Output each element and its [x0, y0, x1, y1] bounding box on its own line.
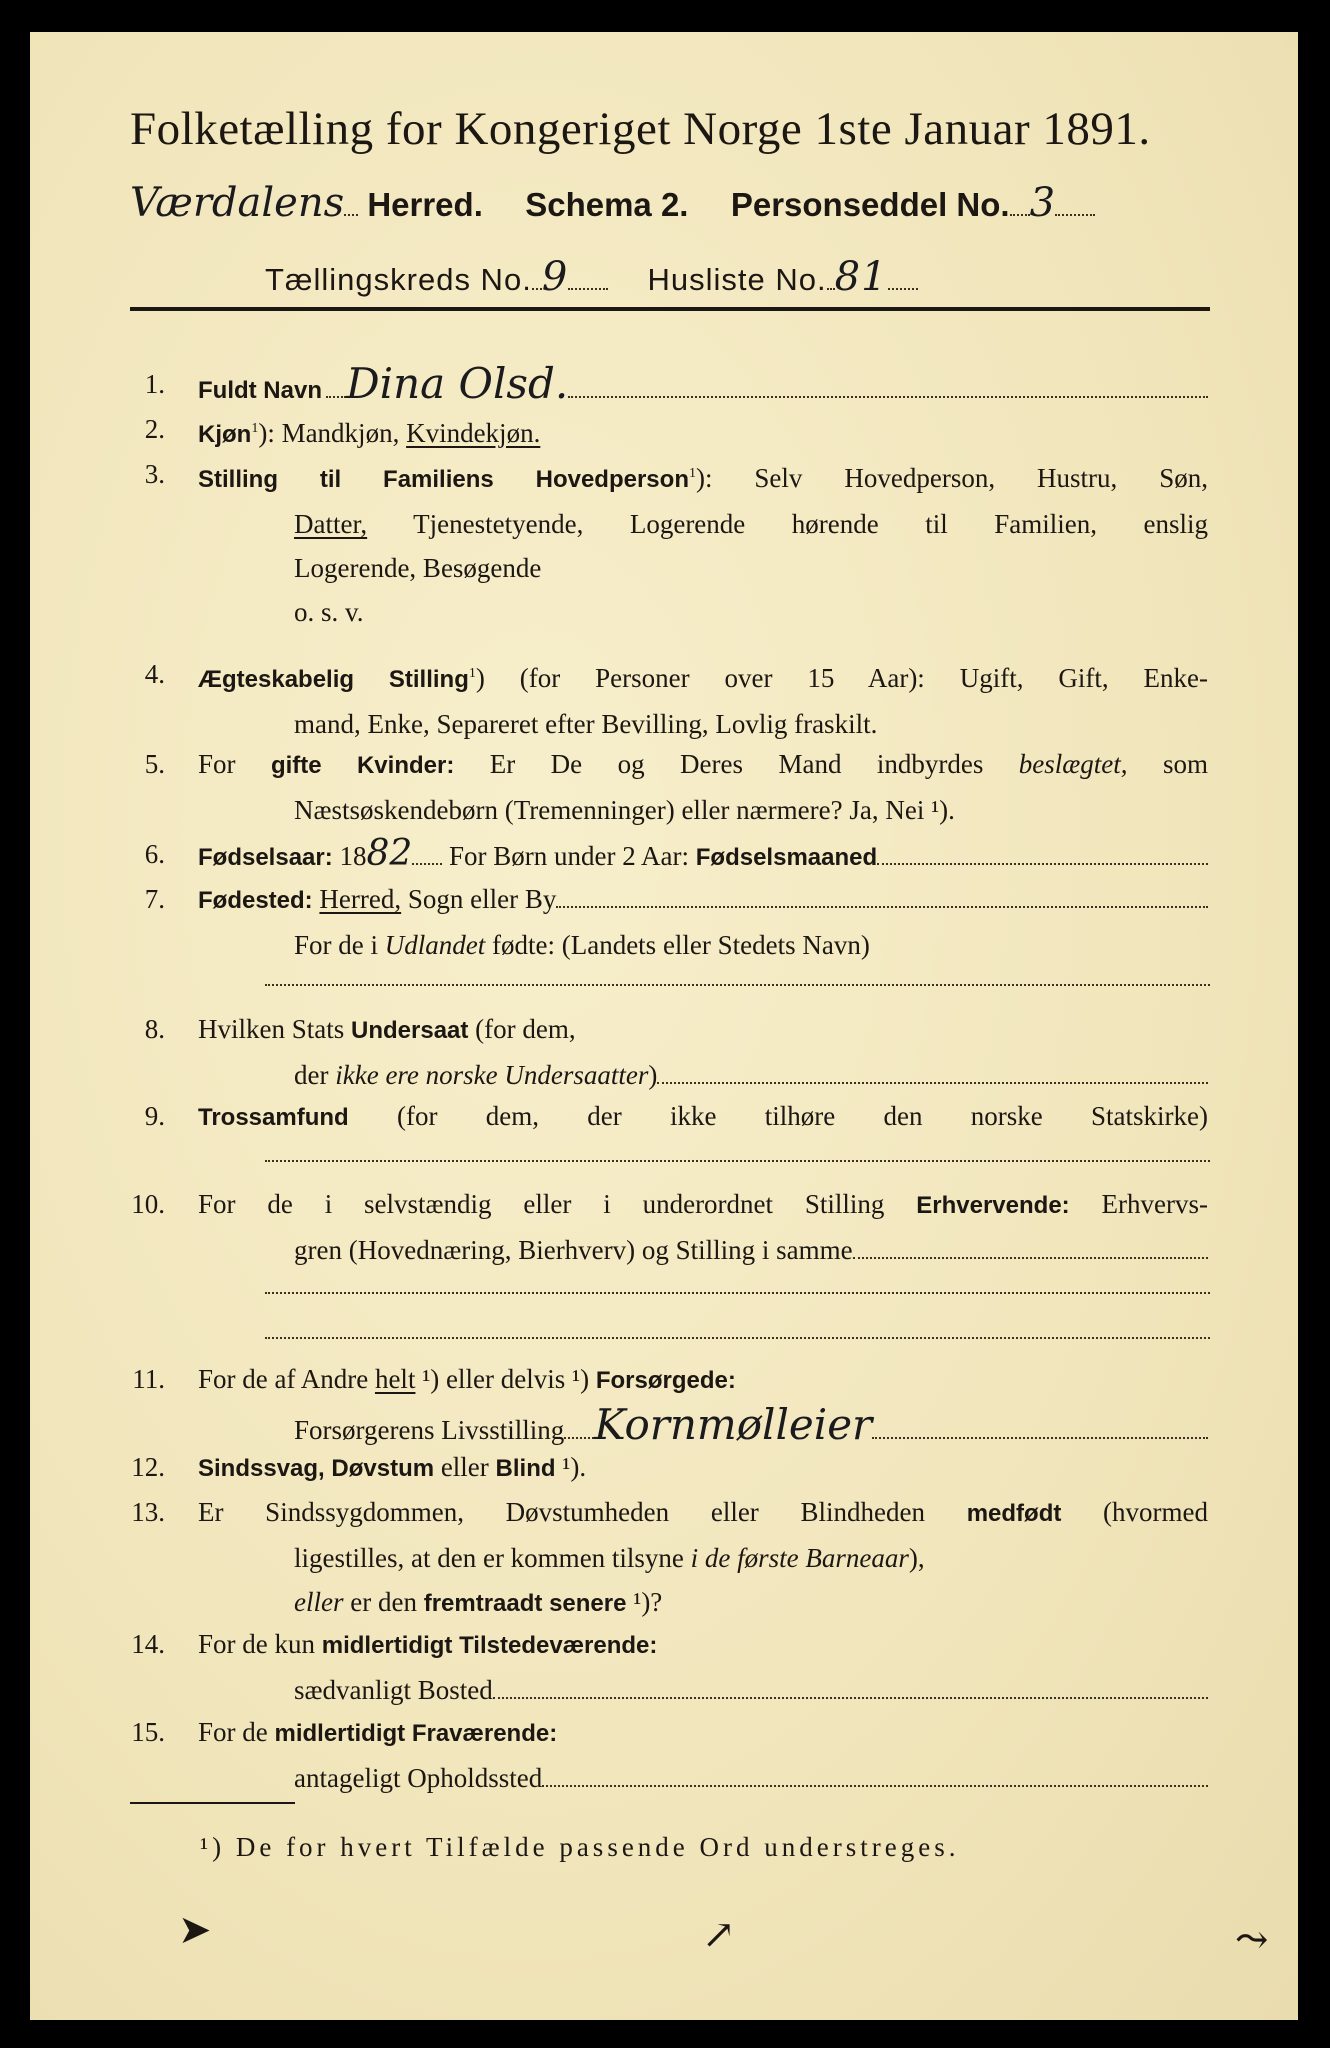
family-position-options-3: Logerende, Besøgende: [294, 553, 542, 583]
answer-line: [265, 984, 1210, 986]
answer-line: [265, 1337, 1210, 1339]
birth-year-label: Fødselsaar:: [198, 844, 333, 871]
supported-selected: helt: [374, 1364, 416, 1394]
text: ¹).: [555, 1452, 587, 1482]
birthplace-label: Fødested:: [198, 887, 313, 914]
text: For de: [198, 1717, 275, 1747]
text: fødte: (Landets eller Stedets Navn): [485, 930, 870, 960]
herred-label: Herred.: [367, 186, 483, 223]
birth-year-prefix: 18: [332, 841, 367, 871]
text: (for dem, der ikke tilhøre den norske Statskirke): [348, 1101, 1208, 1131]
husliste-label: Husliste No.: [647, 262, 827, 297]
text: (for dem,: [468, 1014, 576, 1044]
text: For de i: [294, 930, 385, 960]
kinship-question: Næstsøskendebørn (Tremenninger) eller nærmere? Ja, Nei ¹).: [294, 795, 955, 825]
scribble-mark-icon: ⤳: [1235, 1917, 1269, 1963]
text: ): [648, 1060, 658, 1090]
family-position-options: ): Selv Hovedperson, Hustru, Søn,: [695, 463, 1208, 493]
scribble-mark-icon: ➤: [178, 1907, 212, 1953]
family-position-etc: o. s. v.: [294, 597, 364, 627]
marital-status-options: ) (for Personer over 15 Aar): Ugift, Gift, Enke-: [475, 663, 1208, 693]
kreds-line: [265, 254, 918, 300]
later-onset-label: fremtraadt senere: [423, 1590, 627, 1617]
sex-options: ): Mandkjøn,: [258, 418, 407, 448]
item-number: 13.: [131, 1497, 165, 1527]
personseddel-number: 3: [1029, 180, 1056, 226]
kreds-label: Tællingskreds No.: [265, 262, 532, 297]
provider-occupation-value: Kornmølleier: [594, 1400, 873, 1449]
full-name-label: Fuldt Navn: [198, 377, 322, 404]
family-position-options-2: Tjenestetyende, Logerende hørende til Familien, enslig: [367, 509, 1208, 539]
birth-year-value: 82: [366, 833, 413, 874]
item-number: 4.: [144, 659, 165, 689]
item-number: 10.: [131, 1189, 165, 1219]
text-italic: ikke ere norske Undersaatter: [335, 1060, 649, 1090]
scribble-mark-icon: ↗: [702, 1912, 736, 1958]
text: Hvilken Stats: [198, 1014, 351, 1044]
sex-selected: Kvindekjøn.: [406, 418, 541, 448]
text: For Børn under 2 Aar:: [442, 841, 696, 871]
text: For de af Andre: [198, 1364, 375, 1394]
temporary-absent-label: midlertidigt Fraværende:: [274, 1720, 558, 1747]
item-number: 2.: [144, 414, 165, 444]
religion-label: Trossamfund: [198, 1104, 349, 1131]
form-title: Folketælling for Kongeriget Norge 1ste Januar 1891.: [130, 103, 1151, 155]
text: eller: [434, 1452, 496, 1482]
disability-label: Sindssvag, Døvstum: [198, 1455, 435, 1482]
item-number: 12.: [131, 1452, 165, 1482]
footnote: ¹) De for hvert Tilfælde passende Ord understreges.: [200, 1832, 960, 1862]
text: For: [198, 749, 271, 779]
text: (hvormed: [1061, 1497, 1209, 1527]
provider-occupation-label: Forsørgerens Livsstilling: [294, 1415, 565, 1445]
congenital-label: medfødt: [966, 1500, 1062, 1527]
text: Er De og Deres Mand indbyrdes: [454, 749, 1019, 779]
birth-month-label: Fødselsmaaned: [695, 844, 878, 871]
text: der: [294, 1060, 336, 1090]
answer-line: [265, 1160, 1210, 1162]
birthplace-selected: Herred,: [319, 884, 402, 914]
herred-name: Værdalens: [130, 180, 345, 226]
item-number: 7.: [144, 884, 165, 914]
text: som: [1127, 749, 1208, 779]
header-divider: [130, 307, 1210, 311]
husliste-number: 81: [834, 254, 888, 300]
text: Sogn eller By: [401, 884, 557, 914]
item-number: 14.: [131, 1629, 165, 1659]
usual-residence-label: sædvanligt Bosted: [294, 1675, 493, 1705]
text: ligestilles, at den er kommen tilsyne: [294, 1543, 691, 1573]
footnote-divider: [130, 1802, 295, 1804]
text: ¹)?: [626, 1587, 663, 1617]
blind-label: Blind: [495, 1455, 556, 1482]
item-number: 11.: [132, 1364, 165, 1394]
text: For de i selvstændig eller i underordnet Stilling: [198, 1189, 917, 1219]
supported-label: Forsørgede:: [595, 1367, 736, 1394]
occupation-subtext: gren (Hovednæring, Bierhverv) og Stilling i samme: [294, 1235, 853, 1265]
full-name-value: Dina Olsd.: [346, 359, 569, 408]
item-number: 5.: [144, 749, 165, 779]
text: Er Sindssygdommen, Døvstumheden eller Blindheden: [198, 1497, 967, 1527]
occupation-label: Erhvervende:: [916, 1192, 1070, 1219]
census-form: Folketælling for Kongeriget Norge 1ste Januar 1891. Værdalens Herred. Schema 2. Personseddel No. 3 Tællingskreds No. 9 Husliste No. 81 1. Fuldt Navn Dina Olsd. 2. Kjøn$^1$): Mandkjøn, Kvindekjøn. 3. Stilling til Familiens Hovedperson$^1$): Selv Hovedperson, Hustru, Søn, Datter, Tjenestetyende, Logerende hørende til Familien, enslig Logerende, Besøgende o. s. v. 4. Ægteskabelig Stilling$^1$) (for Personer over 15 Aar): Ugift, Gift, Enke- mand, Enke, Separeret efter Bevilling, Lovlig fraskilt. 5. For gifte Kvinder: Er De og Deres Mand indbyrdes beslægtet, som Næstsøskendebørn (Tremenninger) eller nærmere? Ja, Nei ¹). 6. Fødselsaar: 18 82 For Børn under 2 Aar: Fødselsmaaned 7. Fødested: Herred, Sogn eller By For de i Udlandet fødte: (Landets eller Stedets Navn) 8. Hvilken Stats Undersaat (for dem, der ikke ere norske Undersaatter ) 9. Trossamfund (for dem, der ikke tilhøre den norske Statskirke) 10. For de i selvstændig eller i underordnet Stilling Erhvervende: Erhvervs- gren (Hovednæring, Bierhverv) og Stilling i samme 11. For de af Andre helt ¹) eller delvis ¹) Forsørgede: Forsørgerens Livsstilling Kornmølleier 12. Sindssvag, Døvstum eller Blind ¹). 13. Er Sindssygdommen, Døvstumheden eller Blindheden medfødt (hvormed ligestilles, at den er kommen tilsyne i de første Barneaar), eller er den fremtraadt senere ¹)? 14. For de kun midlertidigt Tilstedeværende: sædvanligt Bosted 15. For de midlertidigt Fraværende: antageligt Opholdssted ¹) De for hvert Tilfælde passende Ord understreges. ➤ ↗ ⤳: [30, 32, 1298, 2020]
schema-label: Schema 2.: [525, 186, 689, 223]
answer-line: [265, 1292, 1210, 1294]
marital-status-options-2: mand, Enke, Separeret efter Bevilling, Lovlig fraskilt.: [294, 709, 878, 739]
item-number: 8.: [144, 1014, 165, 1044]
item-number: 1.: [144, 369, 165, 399]
married-women-label: gifte Kvinder:: [270, 752, 455, 779]
text: Erhvervs-: [1069, 1189, 1208, 1219]
text-italic: beslægtet,: [1018, 749, 1128, 779]
text-italic: Udlandet: [384, 930, 486, 960]
text: ¹) eller delvis ¹): [415, 1364, 596, 1394]
family-position-label: Stilling til Familiens Hovedperson: [198, 466, 689, 493]
marital-status-label: Ægteskabelig Stilling: [198, 666, 469, 693]
item-number: 6.: [144, 839, 165, 869]
citizenship-label: Undersaat: [351, 1017, 469, 1044]
footnote-ref: 1: [251, 421, 259, 436]
item-number: 9.: [144, 1101, 165, 1131]
text-italic: i de første Barneaar: [690, 1543, 909, 1573]
family-position-selected: Datter,: [294, 509, 368, 539]
text: er den: [343, 1587, 424, 1617]
temporary-present-label: midlertidigt Tilstedeværende:: [321, 1632, 658, 1659]
text-italic: eller: [294, 1587, 344, 1617]
item-number: 3.: [144, 459, 165, 489]
text: For de kun: [198, 1629, 322, 1659]
sex-label: Kjøn: [198, 421, 252, 448]
header-line: [130, 180, 1210, 226]
probable-residence-label: antageligt Opholdssted: [294, 1763, 543, 1793]
text: ),: [908, 1543, 925, 1573]
personseddel-label: Personseddel No.: [730, 186, 1010, 223]
kreds-number: 9: [541, 254, 569, 300]
item-number: 15.: [131, 1717, 165, 1747]
